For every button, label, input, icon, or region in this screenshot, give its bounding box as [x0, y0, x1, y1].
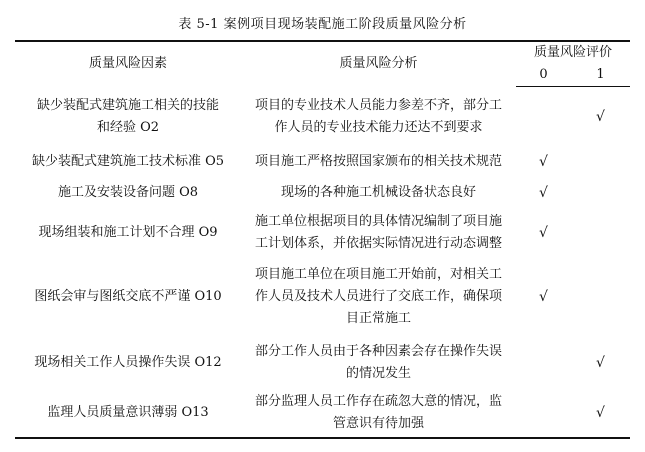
risk-analysis-text: 项目的专业技术人员能力参差不齐，部分工	[254, 97, 502, 113]
risk-analysis-cell	[241, 209, 516, 257]
risk-factor-text: 图纸会审与图纸交底不严谨 O10	[34, 288, 222, 304]
eval-1-check-cell: √	[596, 354, 605, 371]
risk-analysis-cell	[241, 87, 516, 147]
eval-0-check-cell	[516, 87, 571, 147]
table-row	[15, 87, 630, 147]
eval-0-check-cell: √	[539, 185, 548, 201]
quality-risk-table	[15, 40, 630, 439]
table-row	[15, 257, 630, 337]
risk-analysis-text: 现场的各种施工机械设备状态良好	[280, 185, 476, 200]
eval-1-check-cell: √	[596, 108, 605, 125]
table-row	[15, 147, 630, 178]
risk-factor-text: 缺少装配式建筑施工相关的技能	[36, 97, 219, 113]
risk-factor-text: 和经验 O2	[96, 119, 160, 135]
risk-analysis-text: 作人员及技术人员进行了交底工作，确保项	[254, 288, 502, 304]
risk-analysis-cell	[241, 337, 516, 389]
risk-analysis-text: 项目施工严格按照国家颁布的相关技术规范	[254, 154, 502, 169]
risk-factor-cell	[15, 87, 241, 147]
risk-factor-cell	[15, 178, 241, 209]
header-eval-0: 0	[516, 64, 571, 87]
table-row	[15, 337, 630, 389]
risk-analysis-text: 的情况发生	[345, 365, 411, 381]
risk-analysis-cell	[241, 178, 516, 209]
risk-analysis-cell	[241, 389, 516, 438]
risk-analysis-text: 项目施工单位在项目施工开始前，对相关工	[254, 266, 502, 282]
risk-analysis-text: 部分工作人员由于各种因素会存在操作失误	[254, 343, 502, 359]
table-caption: 表 5-1 案例项目现场装配施工阶段质量风险分析	[178, 17, 467, 32]
eval-1-check-cell: √	[571, 389, 630, 438]
risk-analysis-text: 作人员的专业技术能力还达不到要求	[274, 119, 483, 135]
risk-factor-cell	[15, 209, 241, 257]
risk-factor-text: 现场相关工作人员操作失误 O12	[34, 354, 222, 370]
eval-0-check-cell	[516, 389, 571, 438]
risk-factor-cell	[15, 257, 241, 337]
risk-factor-cell	[15, 389, 241, 438]
eval-0-check-cell: √	[539, 224, 548, 241]
table-row	[15, 389, 630, 438]
eval-0-check-cell	[516, 337, 571, 389]
risk-factor-cell	[15, 147, 241, 178]
risk-analysis-cell	[241, 147, 516, 178]
eval-0-check-cell: √	[539, 288, 548, 305]
risk-factor-text: 现场组装和施工计划不合理 O9	[38, 224, 218, 240]
table-row	[15, 178, 630, 209]
risk-analysis-cell	[241, 257, 516, 337]
table-body	[15, 87, 630, 438]
risk-factor-text: 缺少装配式建筑施工技术标准 O5	[31, 154, 225, 169]
risk-analysis-text: 目正常施工	[345, 310, 411, 326]
header-factor: 质量风险因素	[15, 41, 241, 87]
header-evaluation: 质量风险评价	[516, 41, 630, 64]
header-analysis: 质量风险分析	[241, 41, 516, 87]
risk-factor-text: 施工及安装设备问题 O8	[57, 185, 199, 200]
eval-1-check-cell	[571, 147, 630, 178]
risk-factor-text: 监理人员质量意识薄弱 O13	[47, 404, 209, 420]
risk-analysis-text: 工计划体系，并依据实际情况进行动态调整	[254, 235, 502, 251]
risk-analysis-text: 施工单位根据项目的具体情况编制了项目施	[254, 213, 502, 229]
eval-1-check-cell	[571, 257, 630, 337]
eval-0-check-cell: √	[539, 154, 548, 170]
header-eval-1: 1	[571, 64, 630, 87]
risk-analysis-text: 管意识有待加强	[332, 415, 424, 431]
eval-1-check-cell	[571, 178, 630, 209]
risk-analysis-text: 部分监理人员工作存在疏忽大意的情况，监	[254, 393, 502, 409]
eval-1-check-cell	[571, 209, 630, 257]
risk-factor-cell	[15, 337, 241, 389]
table-row	[15, 209, 630, 257]
